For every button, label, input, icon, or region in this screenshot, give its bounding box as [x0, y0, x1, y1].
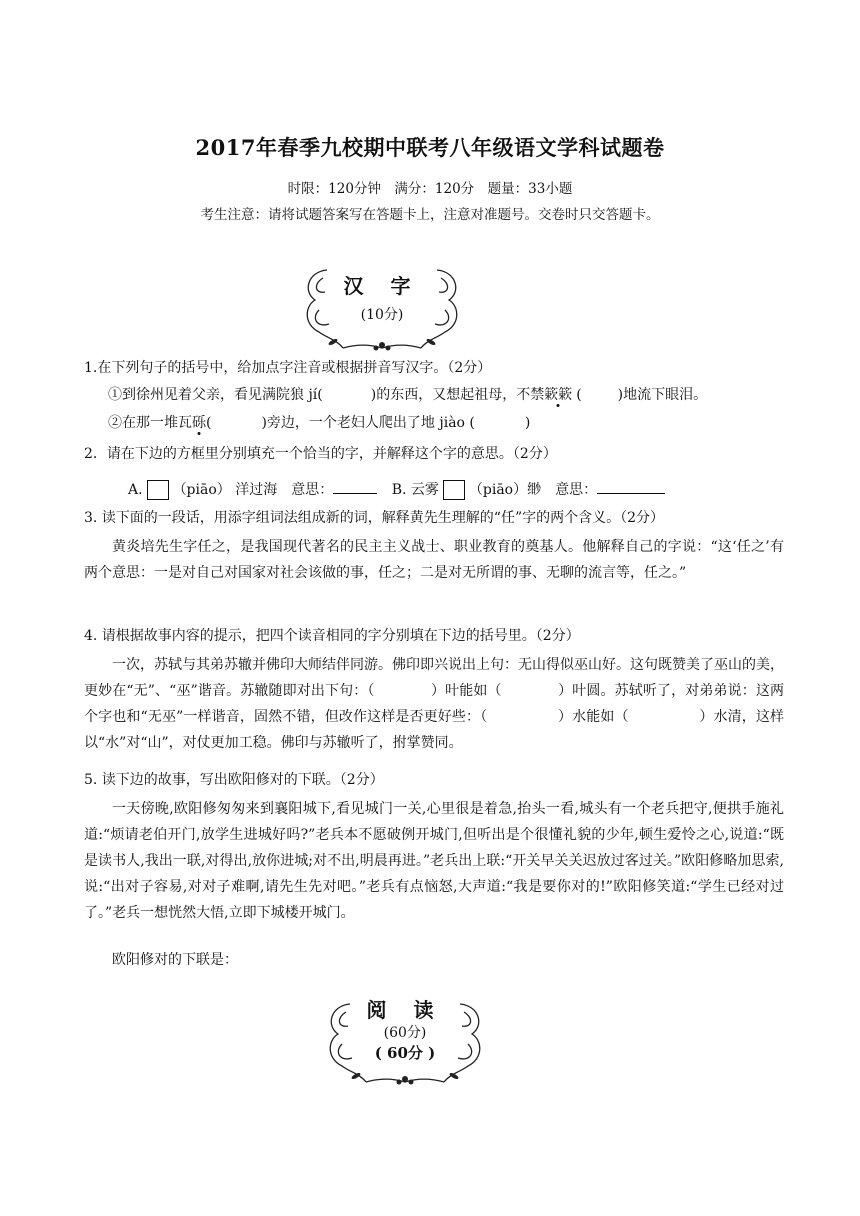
section-score-reading-bold: ( 60分 ) [374, 1044, 436, 1062]
q1-s2-part-b: ( [206, 415, 212, 431]
q1-s1-part-d: )地流下眼泪。 [617, 387, 708, 403]
q2-items [128, 480, 828, 500]
section-score-hanzi: (10分) [360, 307, 404, 323]
answer-blank[interactable] [333, 493, 377, 494]
answer-box[interactable] [147, 480, 169, 500]
q1-s2-part-c: )旁边，一个老妇人爬出了地 jiào ( [261, 415, 475, 431]
section-badge-hanzi [297, 262, 467, 352]
exam-meta: 时限：120分钟 满分：120分 题量：33小题 [287, 181, 573, 197]
section-score-reading: (60分) [383, 1025, 427, 1041]
q1-s2-part-a: ②在那一堆瓦 [108, 415, 192, 431]
answer-box[interactable] [443, 480, 465, 500]
q4-stem: 4. 请根据故事内容的提示，把四个读音相同的字分别填在下边的括号里。（2分） [84, 628, 580, 644]
q5-paragraph: 一天傍晚,欧阳修匆匆来到襄阳城下,看见城门一关,心里很是着急,抬头一看,城头有一个老兵把守,便拱手施礼道:“烦请老伯开门,放学生进城好吗?”老兵本不愿破例开城门,但听出是个很懂礼貌的少年,顿生爱怜之心,说道:“既是读书人,我出一联,对得出,放你进城;对不出,明晨再进。”老兵出上联:“开关早关关迟放过客过关。”欧阳修略加思索,说:“出对子容易,对对子难啊,请先生先对吧。”老兵有点恼怒,大声道:“我是要你对的!”欧阳修笑道:“学生已经对过了。”老兵一想恍然大悟,立即下城楼开城门。 [84, 801, 784, 921]
q1-s1-part-c: ( [576, 387, 582, 403]
q1-s1-part-b: )的东西，又想起祖母，不禁 [370, 387, 545, 403]
answer-blank[interactable] [597, 493, 665, 494]
q2-stem: 2．请在下边的方框里分别填充一个恰当的字，并解释这个字的意思。（2分） [84, 446, 557, 462]
q3-paragraph: 黄炎培先生字任之，是我国现代著名的民主主义战士、职业教育的奠基人。他解释自己的字说：“这‘任之’有两个意思：一是对自己对国家对社会该做的事，任之；二是对无所谓的事、无聊的流言等，任之。” [84, 539, 784, 581]
q2-b-label: B. 云雾 [391, 482, 439, 498]
q5-answer-prompt: 欧阳修对的下联是： [112, 952, 238, 968]
section-badge-reading [320, 986, 490, 1076]
section-title-reading: 阅 读 [366, 998, 444, 1022]
q3-stem: 3. 读下面的一段话，用添字组词法组成新的词，解释黄先生理解的“任”字的两个含义。（2分） [84, 510, 665, 526]
exam-title: 2017年春季九校期中联考八年级语文学科试题卷 [195, 135, 665, 160]
q2-b-text: （piāo）缈 意思： [468, 482, 598, 498]
exam-notice: 考生注意：请将试题答案写在答题卡上，注意对准题号。交卷时只交答题卡。 [200, 207, 660, 223]
q1-sentence-2 [108, 413, 808, 433]
section-title-hanzi: 汉 字 [343, 274, 421, 298]
q1-s1-part-a: ①到徐州见着父亲，看见满院狼 jí( [108, 387, 323, 403]
q2-a-text: （piāo） 洋过海 意思： [172, 482, 334, 498]
q1-stem: 1.在下列句子的括号中，给加点字注音或根据拼音写汉字。（2分） [84, 360, 492, 376]
q1-s1-dotted-word: 簌簌 [544, 387, 573, 403]
q2-a-label: A. [128, 482, 143, 498]
q4-paragraph: 一次，苏轼与其弟苏辙并佛印大师结伴同游。佛印即兴说出上句：无山得似巫山好。这句既赞美了巫山的美，更妙在“无”、“巫”谐音。苏辙随即对出下句：（ ）叶能如（ ）叶圆。苏轼听了，对弟弟说：这两个字也和“无巫”一样谐音，固然不错，但改作这样是否更好些：（ ）水能如（ ）水清，这样以“水”对“山”，对仗更加工稳。佛印与苏辙听了，拊掌赞同。 [84, 657, 784, 751]
q1-s2-part-d: ) [524, 415, 531, 431]
q1-s2-dotted-char: 砾 [192, 415, 206, 431]
q1-sentence-1 [108, 385, 808, 405]
q5-stem: 5. 读下边的故事，写出欧阳修对的下联。（2分） [84, 772, 384, 788]
